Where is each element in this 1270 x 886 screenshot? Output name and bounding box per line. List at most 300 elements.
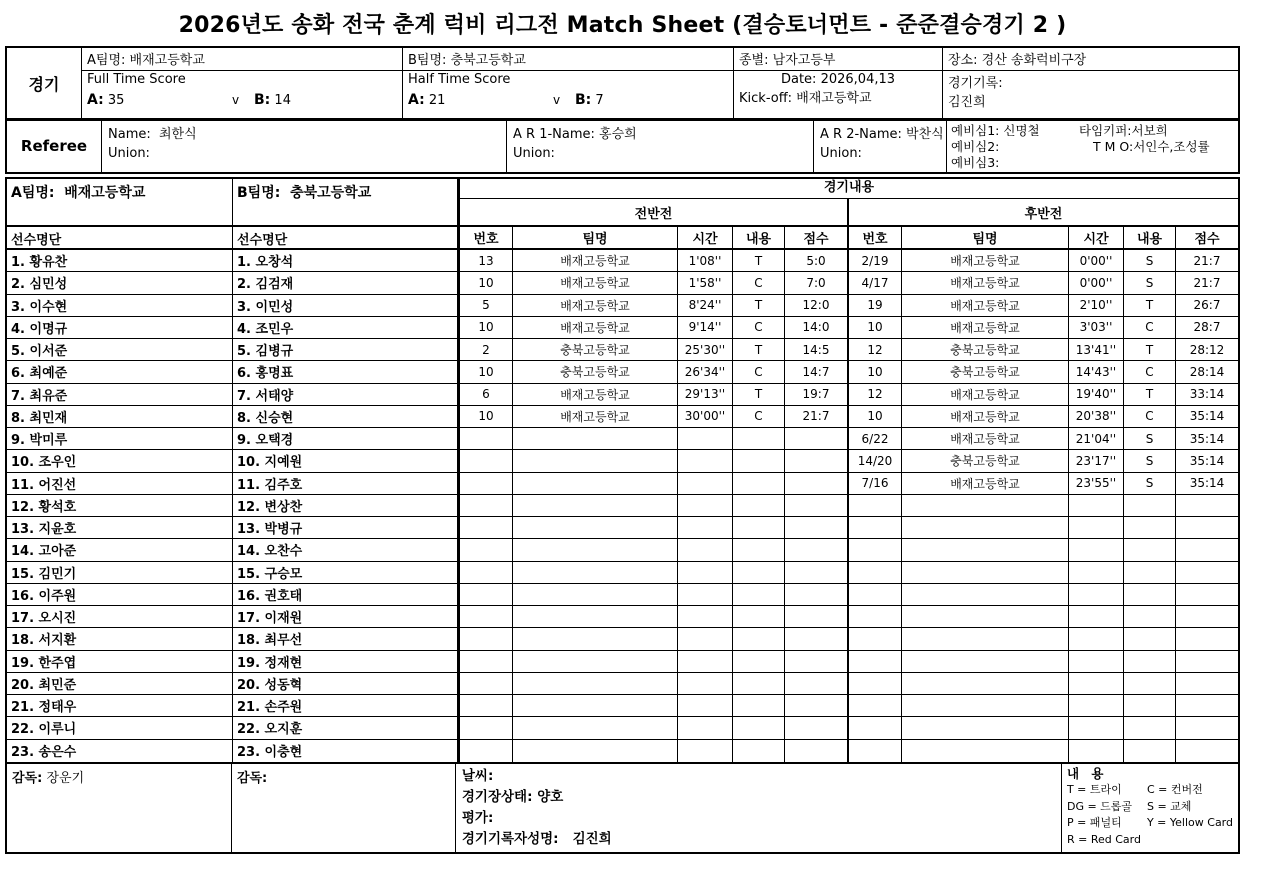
roster-a-player: 5. 이서준 [7, 339, 233, 361]
first-half-score-cell: 14:7 [802, 364, 830, 379]
first-half-team-cell: 충북고등학교 [513, 361, 678, 382]
first-half-score-cell [785, 717, 847, 738]
date-kickoff-cell [734, 71, 943, 118]
first-half-event-row [460, 384, 847, 406]
first-half-score-cell [785, 651, 847, 672]
second-half-team-cell: 배재고등학교 [902, 272, 1069, 293]
ar2-name: 박찬식 [906, 127, 944, 142]
first-half-score-cell: 12:0 [802, 298, 830, 313]
first-half-score-cell [785, 450, 847, 471]
second-half-score-cell [1176, 695, 1238, 716]
second-half-no-cell [849, 495, 902, 516]
first-half-time-cell [678, 717, 733, 738]
second-half-no-cell [849, 517, 902, 538]
first-half-score-cell: 14:0 [802, 320, 830, 335]
second-half-empty-row [849, 628, 1238, 650]
first-half-type-cell [733, 517, 785, 538]
second-half-empty-row [849, 740, 1238, 762]
first-half-no-cell: 5 [460, 295, 513, 316]
second-half-type-cell: C [1124, 361, 1176, 382]
first-half-time-cell [678, 539, 733, 560]
roster-a-player: 9. 박미루 [7, 428, 233, 450]
first-half-no-cell [460, 651, 513, 672]
roster-a-player: 15. 김민기 [7, 562, 233, 584]
half-time-score-line [408, 92, 728, 108]
referee-table [5, 120, 1240, 174]
reserve1-name: 신명철 [1003, 123, 1040, 138]
first-half-team-cell: 배재고등학교 [513, 295, 678, 316]
second-half-team-cell [902, 539, 1069, 560]
legend-row [1067, 799, 1233, 816]
second-half-team-cell [902, 584, 1069, 605]
ar2-label: A R 2-Name: [820, 127, 902, 142]
referee-union-label: Union: [108, 146, 150, 161]
first-half-no-cell: 10 [460, 317, 513, 338]
first-half-team-cell [513, 584, 678, 605]
roster-b-player: 14. 오찬수 [233, 539, 458, 561]
full-time-label: Full Time Score [87, 72, 186, 87]
second-half-time-cell: 19'40'' [1069, 384, 1124, 405]
venue-value: 경산 송화럭비구장 [981, 53, 1087, 68]
date-value: 2026,04,13 [820, 72, 896, 87]
roster-b-player: 18. 최무선 [233, 628, 458, 650]
match-sheet [5, 8, 1245, 854]
roster-b-player: 17. 이재원 [233, 606, 458, 628]
second-half-type-cell: C [1124, 317, 1176, 338]
category-cell [734, 48, 943, 71]
second-half-team-cell: 충북고등학교 [902, 339, 1069, 360]
second-half-time-cell: 23'17'' [1069, 450, 1124, 471]
first-half-type-cell: T [733, 384, 785, 405]
first-half-type-cell [733, 539, 785, 560]
first-half-time-cell [678, 584, 733, 605]
second-half-no-cell [849, 562, 902, 583]
roster-b-player: 6. 홍명표 [233, 361, 458, 383]
second-half-column-header: 내용 [1124, 227, 1176, 248]
second-half-event-row [849, 384, 1238, 406]
second-half-type-cell: S [1124, 473, 1176, 494]
ar1-cell [507, 121, 814, 172]
first-half-score-cell: 19:7 [802, 387, 830, 402]
full-time-score-line [87, 92, 397, 108]
first-half-time-cell: 29'13'' [678, 384, 733, 405]
second-half-score-cell [1176, 606, 1238, 627]
roster-b-player: 16. 권호태 [233, 584, 458, 606]
second-half-score-cell [1176, 495, 1238, 516]
second-half-team-cell: 충북고등학교 [902, 450, 1069, 471]
second-half-event-row [849, 339, 1238, 361]
first-half-score-cell [785, 673, 847, 694]
second-half-time-cell: 0'00'' [1069, 250, 1124, 271]
roster-b-player: 7. 서태양 [233, 384, 458, 406]
second-half-time-cell [1069, 651, 1124, 672]
second-half-type-cell: T [1124, 339, 1176, 360]
second-half-no-cell: 10 [849, 406, 902, 427]
second-half-type-cell: S [1124, 428, 1176, 449]
legend-code: S = 교체 [1146, 799, 1192, 813]
first-half-empty-row [460, 495, 847, 517]
roster-a-header: 선수명단 [7, 227, 233, 250]
second-half-table [849, 227, 1238, 762]
second-half-no-cell: 14/20 [849, 450, 902, 471]
reserve1-label: 예비심1: [951, 123, 1000, 138]
first-half-team-cell [513, 450, 678, 471]
first-half-time-cell: 9'14'' [678, 317, 733, 338]
second-half-time-cell: 3'03'' [1069, 317, 1124, 338]
second-half-time-cell [1069, 606, 1124, 627]
first-half-no-cell [460, 740, 513, 762]
ht-vs: v [553, 93, 561, 107]
first-half-team-cell [513, 539, 678, 560]
first-half-no-cell: 10 [460, 272, 513, 293]
second-half-type-cell: T [1124, 384, 1176, 405]
first-half-score-cell: 14:5 [802, 342, 830, 357]
second-half-no-cell [849, 606, 902, 627]
second-half-team-cell [902, 517, 1069, 538]
second-half-no-cell [849, 584, 902, 605]
first-half-empty-row [460, 651, 847, 673]
second-half-score-cell: 35:14 [1189, 453, 1225, 468]
first-half-no-cell [460, 473, 513, 494]
first-half-type-cell [733, 740, 785, 762]
second-half-no-cell [849, 717, 902, 738]
first-half-score-cell [785, 473, 847, 494]
first-half-empty-row [460, 695, 847, 717]
coach-a-name: 장운기 [46, 770, 85, 786]
ht-b-label: B: [575, 92, 592, 108]
second-half-type-cell [1124, 695, 1176, 716]
second-half-team-cell: 배재고등학교 [902, 317, 1069, 338]
team-a-name: 배재고등학교 [129, 53, 205, 68]
second-half-team-cell [902, 673, 1069, 694]
roster-a-column [7, 179, 233, 762]
ar1-label: A R 1-Name: [513, 127, 595, 142]
reserve-officials-cell [947, 121, 1238, 172]
first-half-event-row [460, 272, 847, 294]
first-half-team-cell: 배재고등학교 [513, 384, 678, 405]
roster-a-player: 2. 심민성 [7, 272, 233, 294]
first-half-score-cell [785, 562, 847, 583]
halves-body [460, 227, 1238, 762]
second-half-event-row [849, 473, 1238, 495]
first-half-type-cell [733, 717, 785, 738]
coach-a-label: 감독: [12, 770, 43, 786]
ft-a-label: A: [87, 92, 104, 108]
tmo-label: T M O: [1093, 139, 1134, 154]
first-half-no-cell [460, 450, 513, 471]
roster-a-team-label: A팀명: [11, 185, 55, 201]
half-time-label: Half Time Score [408, 72, 511, 87]
roster-b-player: 2. 김검재 [233, 272, 458, 294]
legend-header: 내 용 [1066, 765, 1108, 781]
first-half-time-cell [678, 673, 733, 694]
first-half-team-cell [513, 517, 678, 538]
roster-a-player: 8. 최민재 [7, 406, 233, 428]
second-half-column-header: 번호 [849, 227, 902, 248]
full-time-score-cell [82, 71, 403, 118]
second-half-type-cell [1124, 651, 1176, 672]
second-half-time-cell [1069, 740, 1124, 762]
second-half-team-cell [902, 717, 1069, 738]
first-half-time-cell [678, 517, 733, 538]
recorder-name: 김진희 [948, 95, 986, 110]
second-half-empty-row [849, 539, 1238, 561]
first-half-score-cell [785, 517, 847, 538]
first-half-team-cell: 배재고등학교 [513, 272, 678, 293]
first-half-type-cell [733, 473, 785, 494]
second-half-time-cell [1069, 495, 1124, 516]
second-half-event-row [849, 406, 1238, 428]
second-half-label: 후반전 [1024, 206, 1063, 222]
first-half-time-cell [678, 628, 733, 649]
first-half-no-cell: 13 [460, 250, 513, 271]
first-half-event-row [460, 250, 847, 272]
first-half-team-cell [513, 562, 678, 583]
second-half-event-row [849, 250, 1238, 272]
second-half-team-cell: 충북고등학교 [902, 361, 1069, 382]
roster-b-player: 8. 신승현 [233, 406, 458, 428]
first-half-team-cell: 배재고등학교 [513, 406, 678, 427]
second-half-score-cell [1176, 562, 1238, 583]
first-half-score-cell [785, 428, 847, 449]
first-half-empty-row [460, 717, 847, 739]
roster-a-player: 1. 황유찬 [7, 250, 233, 272]
first-half-empty-row [460, 740, 847, 762]
first-half-team-cell [513, 740, 678, 762]
tmo-names: 서인수,조성률 [1133, 139, 1210, 154]
ht-a-label: A: [408, 92, 425, 108]
second-half-column-header: 시간 [1069, 227, 1124, 248]
second-half-time-cell [1069, 717, 1124, 738]
ht-a-value: 21 [428, 93, 446, 108]
roster-b-player: 20. 성동혁 [233, 673, 458, 695]
second-half-score-cell: 35:14 [1189, 476, 1225, 491]
first-half-time-cell [678, 740, 733, 762]
second-half-team-cell: 배재고등학교 [902, 473, 1069, 494]
first-half-empty-row [460, 473, 847, 495]
second-half-event-row [849, 295, 1238, 317]
first-half-team-cell [513, 673, 678, 694]
half-time-score-cell [403, 71, 734, 118]
roster-b-player: 13. 박병규 [233, 517, 458, 539]
second-half-type-cell [1124, 717, 1176, 738]
roster-a-player: 16. 이주원 [7, 584, 233, 606]
second-half-team-cell: 배재고등학교 [902, 406, 1069, 427]
roster-b-player: 1. 오창석 [233, 250, 458, 272]
roster-a-player: 11. 어진선 [7, 473, 233, 495]
reserve2-label: 예비심2: [951, 139, 1000, 154]
roster-b-player: 4. 조민우 [233, 317, 458, 339]
roster-b-player: 12. 변상찬 [233, 495, 458, 517]
first-half-empty-row [460, 584, 847, 606]
first-half-team-cell: 배재고등학교 [513, 250, 678, 271]
second-half-type-cell [1124, 562, 1176, 583]
legend-code: P = 패널티 [1066, 816, 1122, 830]
ft-a-value: 35 [107, 93, 125, 108]
first-half-event-row [460, 361, 847, 383]
roster-b-body [233, 250, 458, 762]
first-half-event-row [460, 295, 847, 317]
second-half-team-cell: 배재고등학교 [902, 384, 1069, 405]
roster-b-player: 19. 정재현 [233, 651, 458, 673]
first-half-time-cell: 1'58'' [678, 272, 733, 293]
first-half-team-cell [513, 473, 678, 494]
second-half-time-cell [1069, 628, 1124, 649]
legend-code: C = 컨버전 [1146, 783, 1203, 797]
second-half-score-cell: 21:7 [1193, 275, 1221, 290]
first-half-team-cell [513, 428, 678, 449]
second-half-event-row [849, 428, 1238, 450]
first-half-no-cell [460, 673, 513, 694]
first-half-column-header-row [460, 227, 847, 250]
second-half-score-cell: 28:14 [1189, 364, 1225, 379]
first-half-type-cell [733, 628, 785, 649]
second-half-column-header: 점수 [1194, 232, 1220, 247]
second-half-team-cell [902, 740, 1069, 762]
venue-cell [943, 48, 1238, 71]
ar1-name: 홍승희 [599, 127, 637, 142]
first-half-time-cell [678, 428, 733, 449]
first-half-time-cell: 8'24'' [678, 295, 733, 316]
referee-name-label: Name: [108, 127, 151, 142]
second-half-no-cell: 10 [849, 317, 902, 338]
team-b-label: B팀명: [408, 53, 447, 68]
first-half-label: 전반전 [460, 199, 849, 225]
first-half-time-cell: 26'34'' [678, 361, 733, 382]
second-half-type-cell [1124, 740, 1176, 762]
second-half-no-cell: 6/22 [849, 428, 902, 449]
roster-a-team-name: 배재고등학교 [64, 185, 146, 201]
first-half-team-cell [513, 717, 678, 738]
first-half-column-header: 팀명 [513, 227, 678, 248]
second-half-type-cell: T [1124, 295, 1176, 316]
legend-row [1067, 782, 1233, 799]
roster-b-player: 23. 이충현 [233, 740, 458, 762]
second-half-no-cell: 7/16 [849, 473, 902, 494]
first-half-no-cell [460, 495, 513, 516]
category-label: 종별: [739, 53, 769, 68]
second-half-team-cell [902, 606, 1069, 627]
second-half-no-cell [849, 651, 902, 672]
first-half-no-cell [460, 695, 513, 716]
second-half-type-cell [1124, 628, 1176, 649]
first-half-column-header: 점수 [803, 232, 829, 247]
first-half-type-cell [733, 428, 785, 449]
second-half-score-cell: 21:7 [1193, 253, 1221, 268]
second-half-type-cell [1124, 673, 1176, 694]
roster-b-player: 21. 손주원 [233, 695, 458, 717]
kickoff-value: 배재고등학교 [796, 91, 872, 106]
referee-name: 최한식 [159, 127, 197, 142]
first-half-no-cell [460, 562, 513, 583]
second-half-empty-row [849, 562, 1238, 584]
weather-label: 날씨: [461, 767, 494, 784]
first-half-column-header: 번호 [460, 227, 513, 248]
roster-a-team-header [7, 179, 233, 227]
first-half-empty-row [460, 450, 847, 472]
kickoff-label: Kick-off: [739, 91, 793, 106]
match-log-section [458, 179, 1238, 762]
roster-b-column [233, 179, 458, 762]
roster-b-player: 22. 오지훈 [233, 717, 458, 739]
first-half-score-cell [785, 740, 847, 762]
first-half-no-cell [460, 517, 513, 538]
first-half-team-cell [513, 495, 678, 516]
legend-code: DG = 드롭골 [1066, 799, 1133, 813]
ft-b-label: B: [254, 92, 271, 108]
first-half-table [460, 227, 849, 762]
roster-a-player: 3. 이수현 [7, 295, 233, 317]
first-half-score-cell [785, 628, 847, 649]
first-half-no-cell [460, 628, 513, 649]
conditions-cell [456, 764, 1062, 852]
second-half-type-cell [1124, 539, 1176, 560]
first-half-team-cell [513, 606, 678, 627]
field-condition-value: 양호 [537, 788, 564, 805]
second-half-team-cell [902, 495, 1069, 516]
roster-a-player: 14. 고아준 [7, 539, 233, 561]
ar2-union-label: Union: [820, 146, 862, 161]
footer-recorder-label: 경기기록자성명: [461, 830, 559, 847]
second-half-score-cell [1176, 673, 1238, 694]
first-half-team-cell: 배재고등학교 [513, 317, 678, 338]
legend-row [1067, 832, 1233, 849]
first-half-time-cell: 30'00'' [678, 406, 733, 427]
first-half-event-row [460, 317, 847, 339]
first-half-time-cell [678, 495, 733, 516]
first-half-type-cell: T [733, 295, 785, 316]
second-half-empty-row [849, 651, 1238, 673]
roster-b-player: 10. 지예원 [233, 450, 458, 472]
roster-a-player: 19. 한주엽 [7, 651, 233, 673]
first-half-score-cell [785, 695, 847, 716]
roster-b-player: 5. 김병규 [233, 339, 458, 361]
legend-row [1067, 815, 1233, 832]
first-half-time-cell [678, 562, 733, 583]
reserve3-label: 예비심3: [951, 155, 1000, 170]
first-half-score-cell: 7:0 [806, 275, 826, 290]
match-section-label: 경기 [7, 48, 82, 118]
first-half-score-cell: 21:7 [802, 409, 830, 424]
first-half-no-cell: 10 [460, 361, 513, 382]
second-half-score-cell [1176, 651, 1238, 672]
first-half-time-cell [678, 695, 733, 716]
roster-a-player: 18. 서지환 [7, 628, 233, 650]
second-half-time-cell [1069, 539, 1124, 560]
second-half-no-cell: 19 [849, 295, 902, 316]
second-half-time-cell [1069, 517, 1124, 538]
second-half-no-cell [849, 740, 902, 762]
page-title: 2026년도 송화 전국 춘계 럭비 리그전 Match Sheet (결승토너먼트 - 준준결승경기 2 ) [178, 13, 1067, 38]
second-half-no-cell: 12 [849, 339, 902, 360]
roster-a-player: 22. 이루니 [7, 717, 233, 739]
first-half-no-cell: 6 [460, 384, 513, 405]
first-half-score-cell: 5:0 [806, 253, 826, 268]
roster-a-player: 17. 오시진 [7, 606, 233, 628]
coach-b-label: 감독: [236, 770, 268, 786]
second-half-no-cell: 12 [849, 384, 902, 405]
second-half-type-cell [1124, 495, 1176, 516]
roster-b-player: 11. 김주호 [233, 473, 458, 495]
record-cell [943, 71, 1238, 118]
first-half-type-cell [733, 495, 785, 516]
team-a-name-cell [82, 48, 403, 71]
second-half-time-cell: 13'41'' [1069, 339, 1124, 360]
legend-code: T = 트라이 [1066, 783, 1122, 797]
second-half-type-cell [1124, 517, 1176, 538]
roster-a-player: 4. 이명규 [7, 317, 233, 339]
first-half-type-cell: T [733, 339, 785, 360]
